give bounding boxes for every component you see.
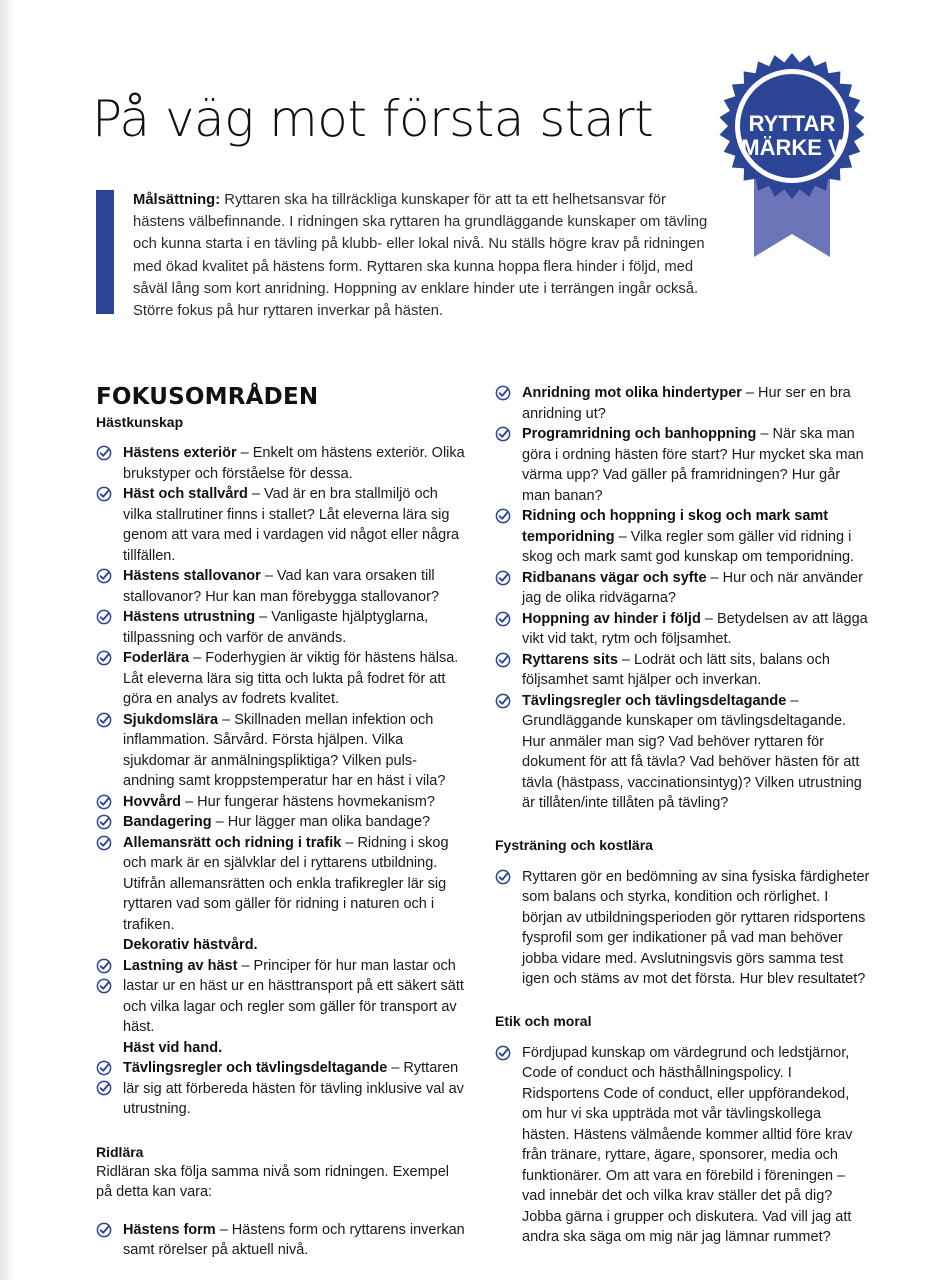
check-circle-icon <box>96 650 112 666</box>
check-circle-icon <box>96 712 112 728</box>
subheading-fystraning: Fysträning och kostlära <box>495 836 653 853</box>
hastkunskap-list <box>96 443 468 935</box>
page-edge-shadow <box>0 0 14 1280</box>
check-circle-icon <box>495 693 511 709</box>
list-item <box>96 484 468 566</box>
check-circle-icon <box>96 1080 112 1096</box>
check-circle-icon <box>96 445 112 461</box>
tavling-list <box>96 1058 468 1120</box>
goal-label: Målsättning: <box>133 192 221 208</box>
etik-list <box>495 1043 870 1248</box>
list-item <box>495 867 870 990</box>
ridning-list <box>495 383 870 814</box>
item-text: – Vanligaste hjälptyglarna, tillpassning och varför de används. <box>123 609 429 646</box>
left-column <box>96 382 468 1261</box>
check-circle-icon <box>96 794 112 810</box>
item-text: – Hur och när använder jag de olika ridvägarna? <box>522 569 863 606</box>
item-text: – Betydelsen av att lägga vikt vid takt, rytm och följsamhet. <box>522 610 868 647</box>
check-circle-icon <box>96 609 112 625</box>
list-item <box>96 792 468 813</box>
item-term: Bandagering <box>123 814 212 830</box>
list-item <box>495 424 870 506</box>
list-item <box>495 1043 870 1248</box>
ryttarmarke-badge <box>718 52 866 262</box>
check-circle-icon <box>495 611 511 627</box>
right-column <box>495 383 870 1248</box>
list-item <box>96 710 468 792</box>
list-item <box>495 383 870 424</box>
ridlara-intro: Ridläran ska följa samma nivå som ridningen. Exempel på detta kan vara: <box>96 1163 449 1200</box>
badge-label <box>718 112 866 160</box>
item-term: Lastning av häst <box>123 957 238 974</box>
item-text: – Ryttaren lär sig att förbereda hästen för tävling inklusive val av utrustning. <box>123 1060 464 1117</box>
list-item <box>495 650 870 691</box>
item-text: Ryttaren gör en bedömning av sina fysiska färdigheter som balans och styrka, kondition och rörlighet. I början av utbildningsperioden gör ryttaren ridsportens fysprofil som ger indikationer på vad man behöver jobba vidare med. Avslutningsvis görs samma test igen och stäms av mot det första. Hur blev resultatet? <box>522 868 870 987</box>
list-item <box>495 506 870 568</box>
item-text: – När ska man göra i ordning hästen före start? Hur mycket ska man värma upp? Vad gäller på framridningen? Hur går man banan? <box>522 426 864 504</box>
check-circle-icon <box>96 486 112 502</box>
hast-vid-hand-label: Häst vid hand. <box>123 1039 223 1056</box>
focus-heading: FOKUSOMRÅDEN <box>96 384 319 410</box>
item-text: – Vad kan vara orsaken till stallovanor? Hur kan man förebygga stallovanor? <box>123 568 439 605</box>
item-term: Anridning mot olika hindertyper <box>522 385 742 401</box>
check-circle-icon <box>495 385 511 401</box>
list-item <box>96 833 468 936</box>
item-term: Ryttarens sits <box>522 651 618 668</box>
fystraning-list <box>495 867 870 990</box>
item-text: – Hur ser en bra anridning ut? <box>522 385 851 422</box>
subheading-ridlara: Ridlära <box>96 1143 144 1160</box>
list-item <box>96 1058 468 1120</box>
item-term: Ridning och hoppning i skog och mark samt temporidning <box>522 508 829 545</box>
list-item <box>96 812 468 833</box>
list-item <box>495 691 870 814</box>
list-item <box>96 648 468 710</box>
item-term: Hovvård <box>123 793 182 810</box>
check-circle-icon <box>96 814 112 830</box>
item-term: Tävlingsregler och tävlingsdeltagande <box>522 692 787 709</box>
check-circle-icon <box>96 568 112 584</box>
subheading-etik: Etik och moral <box>495 1012 592 1029</box>
check-circle-icon <box>495 1045 511 1061</box>
item-text: – Hästens form och ryttarens inverkan samt rörelser på aktuell nivå. <box>123 1221 465 1258</box>
goal-accent-bar <box>96 190 114 314</box>
item-term: Allemansrätt och ridning i trafik <box>123 834 342 851</box>
badge-line-2: MÄRKE V <box>741 135 843 160</box>
item-text: – Grundläggande kunskaper om tävlingsdeltagande. Hur anmäler man sig? Vad behöver ryttaren för dokument för att få tävla? Vad behöver hästen för att tävla (hästpass, vaccinationsintyg)? Vilken utrustning är tillåten/inte tillåten på tävling? <box>522 692 862 811</box>
list-item <box>96 1220 468 1261</box>
item-text: – Skillnaden mellan infektion och inflammation. Sårvård. Första hjälpen. Vilka sjukdomar är anmälningspliktiga? Vilken puls- andning samt kroppstemperatur har en häst i vila? <box>123 711 446 789</box>
item-term: Hästens exteriör <box>123 445 237 461</box>
item-term: Ridbanans vägar och syfte <box>522 569 707 586</box>
item-text: – Foderhygien är viktig för hästens hälsa. Låt eleverna lära sig titta och lukta på fodret för att göra en analys av fodrets kvalitet. <box>123 650 459 707</box>
item-text: Fördjupad kunskap om värdegrund och ledstjärnor, Code of conduct och hästhållningspolicy. I Ridsportens Code of conduct, eller uppförandekod, om hur vi ska uppträda mot vår tävlingskollega hästen. Hästens välmående kommer alltid före krav från tränare, ryttare, ägare, sponsorer, media och funktionärer. Om att vara en förebild i föreningen – vad innebär det och vilka krav ställer det på dig? Jobba gärna i grupper och diskutera. Vad vill jag att andra ska säga om mig när jag lämnar rummet? <box>522 1044 853 1245</box>
dekorativ-label: Dekorativ hästvård. <box>123 937 258 953</box>
item-term: Foderlära <box>123 650 190 666</box>
list-item <box>495 568 870 609</box>
list-item <box>96 566 468 607</box>
goal-text: Ryttaren ska ha tillräckliga kunskaper för att ta ett helhetsansvar för hästens välbefinnande. I ridningen ska ryttaren ha grundläggande kunskaper om tävling och kunna starta i en tävling på klubb- eller lokal nivå. Nu ställs högre krav på ridningen med ökad kvalitet på hästens form. Ryttaren ska kunna hoppa flera hinder i följd, med såväl lång som kort anridning. Hoppning av enklare hinder ute i terrängen ingår också. Större fokus på hur ryttaren inverkar på hästen. <box>133 192 708 320</box>
item-text: – Hur lägger man olika bandage? <box>211 814 431 830</box>
check-circle-icon <box>495 508 511 524</box>
item-term: Programridning och banhoppning <box>522 426 757 442</box>
subheading-hastkunskap: Hästkunskap <box>96 414 184 430</box>
item-term: Hästens stallovanor <box>123 568 261 584</box>
check-circle-icon <box>96 835 112 851</box>
list-item <box>495 609 870 650</box>
list-item <box>96 443 468 484</box>
item-term: Hästens utrustning <box>123 609 256 625</box>
item-text: – Vad är en bra stallmiljö och vilka stallrutiner finns i stallet? Låt eleverna lära sig genom att vara med i vardagen vid något eller några tillfällen. <box>123 486 460 564</box>
item-term: Hästens form <box>123 1221 216 1238</box>
ridlara-list <box>96 1220 468 1261</box>
badge-line-1: RYTTAR <box>748 111 836 136</box>
check-circle-icon <box>96 958 112 974</box>
check-circle-icon <box>96 1222 112 1238</box>
check-circle-icon <box>96 978 112 994</box>
item-text: – Lodrät och lätt sits, balans och följsamhet samt hjälper och inverkan. <box>522 651 830 688</box>
item-text: – Vilka regler som gäller vid ridning i skog och mark samt god kunskap om temporidning. <box>522 528 855 565</box>
item-text: – Enkelt om hästens exteriör. Olika brukstyper och förståelse för dessa. <box>123 445 465 482</box>
item-term: Häst och stallvård <box>123 486 248 502</box>
item-text: – Ridning i skog och mark är en självklar del i ryttarens utbildning. Utifrån allemansrätten och enkla trafikregler lär sig ryttaren vad som gäller för ridning i naturen och i trafiken. <box>123 834 449 933</box>
item-text: – Principer för hur man lastar och lastar ur en häst ur en hästtransport på ett säkert sätt och vilka lagar och regler som gäller för transport av häst. <box>123 957 464 1035</box>
item-text: – Hur fungerar hästens hovmekanism? <box>181 793 435 810</box>
check-circle-icon <box>495 426 511 442</box>
list-item <box>96 956 468 1038</box>
lastning-list <box>96 956 468 1038</box>
check-circle-icon <box>495 869 511 885</box>
check-circle-icon <box>495 652 511 668</box>
check-circle-icon <box>96 1060 112 1076</box>
list-item <box>96 607 468 648</box>
item-term: Hoppning av hinder i följd <box>522 610 701 627</box>
item-term: Sjukdomslära <box>123 711 219 728</box>
page-title: På väg mot första start <box>92 90 654 148</box>
item-term: Tävlingsregler och tävlingsdeltagande <box>123 1060 388 1076</box>
goal-paragraph <box>133 189 713 322</box>
check-circle-icon <box>495 570 511 586</box>
